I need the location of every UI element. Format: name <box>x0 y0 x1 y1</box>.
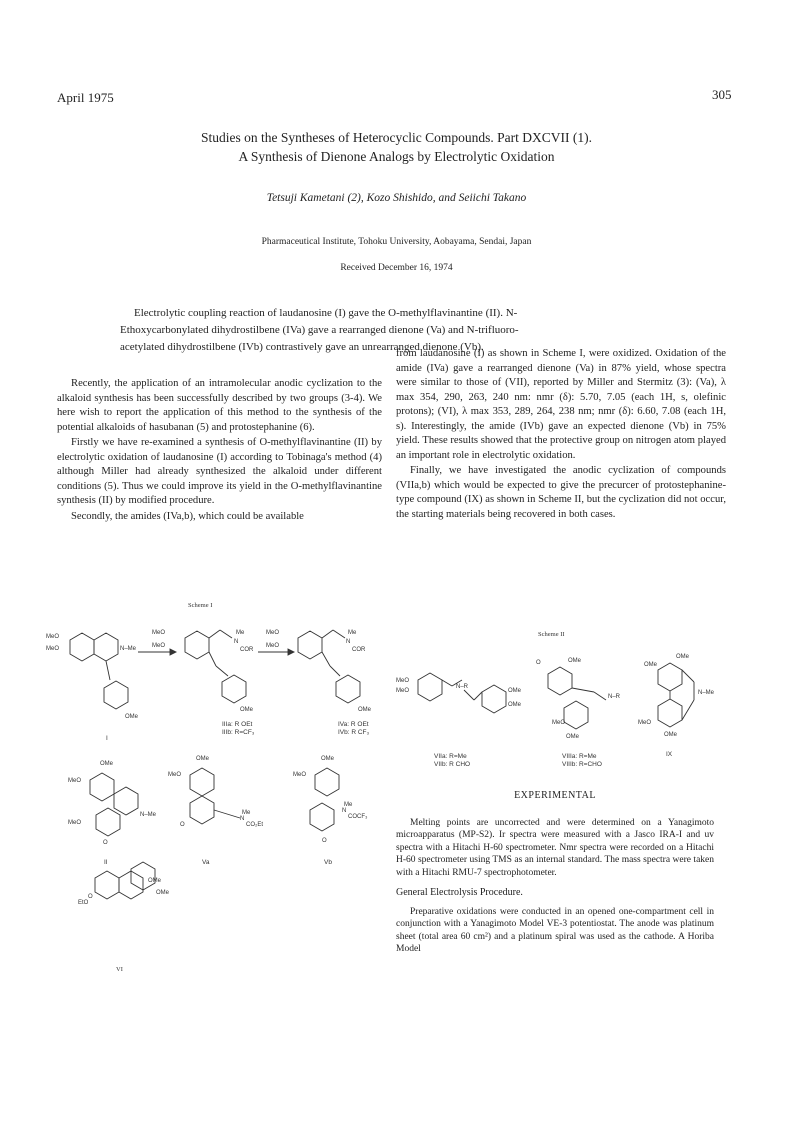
label-II: II <box>104 859 108 866</box>
paragraph-oxidation: from laudanosine (I) as shown in Scheme I, were oxidized. Oxidation of the amide (IVa) gave a rearranged dienone (Va) in 87% yield, whose spectra were similar to those of (VII), reported by Miller and Stermitz (3): (Va), λ max 354, 290, 263, 240 nm: nmr (δ): 5.70, 7.05 (each 1H, s, olefinic protons); (VI), λ max 353, 289, 264, 238 nm; nmr (δ): 6.60, 7.08 (each 1H, s). Interestingly, the amide (IVb) gave an expected dienone (Vb) in 75% yield. These results showed that the protective group on nitrogen atom played an important role in electrolytic oxidation. <box>396 348 726 461</box>
II-ome: OMe <box>100 761 114 767</box>
VII-ome-1: OMe <box>508 688 522 694</box>
label-VIIb: VIIb: R CHO <box>434 761 471 768</box>
paragraph-firstly: Firstly we have re-examined a synthesis of O-methylflavinantine (II) by electrolytic oxidation of laudanosine (I) according to Tobinaga's method (4) although Miller had already synthesized the alkaloid under different conditions (5). Thus we could improve its yield in the O-methylflavinantine synthesis (II) by modified procedure. <box>57 437 382 506</box>
Vb-cocf3: COCF₃ <box>348 814 368 820</box>
ring-Vb-b <box>310 803 334 831</box>
Va-me: Me <box>242 810 251 816</box>
ring-I-a <box>70 633 94 661</box>
label-I: I <box>106 735 108 742</box>
III-ome: OMe <box>240 707 254 713</box>
III-meo-1: MeO <box>152 630 166 636</box>
label-VIIa: VIIa: R=Me <box>434 753 467 760</box>
journal-date: April 1975 <box>57 90 114 105</box>
abstract-line-2: Ethoxycarbonylated dihydrostilbene (IVa) gave a rearranged dienone (Va) and N-trifluoro- <box>120 324 519 336</box>
I-nme: N–Me <box>120 646 137 652</box>
Vb-meo: MeO <box>293 772 307 778</box>
ring-VII-b <box>482 685 506 713</box>
label-Vb: Vb <box>324 859 332 866</box>
title-line-2: A Synthesis of Dienone Analogs by Electrolytic Oxidation <box>238 149 555 164</box>
Va-ome: OMe <box>196 756 210 762</box>
ring-Vb-a <box>315 768 339 796</box>
left-column <box>57 377 382 525</box>
VI-o: O <box>88 894 93 900</box>
experimental-heading: EXPERIMENTAL <box>514 790 596 801</box>
ring-VI-a <box>95 871 119 899</box>
label-VIIIb: VIIIb: R=CHO <box>562 761 602 768</box>
Vb-ome: OMe <box>321 756 335 762</box>
IX-nme: N–Me <box>698 690 715 696</box>
experimental-section <box>396 790 714 958</box>
III-n: N <box>234 639 239 645</box>
label-IIIa: IIIa: R OEt <box>222 721 253 728</box>
VI-eto: EtO <box>78 900 89 906</box>
paragraph-secondly: Secondly, the amides (IVa,b), which could be available <box>71 510 304 522</box>
I-ome: OMe <box>125 714 139 720</box>
label-IIIb: IIIb: R=CF₃ <box>222 729 255 736</box>
VII-meo-2: MeO <box>396 688 410 694</box>
VI-ome-1: OMe <box>148 878 162 884</box>
ring-III-b <box>222 675 246 703</box>
ring-II-a <box>90 773 114 801</box>
II-meo-1: MeO <box>68 778 82 784</box>
abstract-line-1: Electrolytic coupling reaction of laudanosine (I) gave the O-methylflavinantine (II). N- <box>134 307 518 319</box>
scheme-2-title: Scheme II <box>538 631 565 638</box>
II-o: O <box>103 840 108 846</box>
paragraph-finally: Finally, we have investigated the anodic cyclization of compounds (VIIa,b) which would be expected to give the precurcer of protostephanine-type compound (IX) as shown in Scheme II, but the cyclization did not occur, the starting materials being recovered in both cases. <box>396 465 726 520</box>
ring-Va-b <box>190 796 214 824</box>
ring-VIII-b <box>564 701 588 729</box>
page-number: 305 <box>712 87 732 102</box>
VII-meo-1: MeO <box>396 678 410 684</box>
ring-VII-a <box>418 673 442 701</box>
IV-ome: OMe <box>358 707 372 713</box>
IV-meo-2: MeO <box>266 643 280 649</box>
IX-meo: MeO <box>638 720 652 726</box>
IX-ome-3: OMe <box>664 732 678 738</box>
Vb-n: N <box>342 808 347 814</box>
II-nme: N–Me <box>140 812 157 818</box>
VII-ome-2: OMe <box>508 702 522 708</box>
IX-ome-1: OMe <box>644 662 658 668</box>
IV-meo-1: MeO <box>266 630 280 636</box>
Va-meo: MeO <box>168 772 182 778</box>
IV-cor: COR <box>352 647 366 653</box>
ring-IX-a <box>658 663 682 691</box>
affiliation: Pharmaceutical Institute, Tohoku University, Aobayama, Sendai, Japan <box>261 237 532 247</box>
IX-ome-2: OMe <box>676 654 690 660</box>
ring-VIII-a <box>548 667 572 695</box>
scheme-2-diagram <box>394 640 744 770</box>
experimental-para-2: Preparative oxidations were conducted in an opened one-compartment cell in conjunction with a Yanagimoto Model VE-3 potentiostat. The anode was platinum sheet (total area 60 cm²) and a platinum spiral was used as the cathode. A Horiba Model <box>396 906 714 954</box>
VI-ome-2: OMe <box>156 890 170 896</box>
II-meo-2: MeO <box>68 820 82 826</box>
VIII-nr: N–R <box>608 694 621 700</box>
Va-n: N <box>240 816 245 822</box>
experimental-para-1: Melting points are uncorrected and were determined on a Yanagimoto microapparatus (MP-S2). Ir spectra were measured with a Jasco IRA-I and uv spectra with a Hitachi H-60 spectrometer. Nmr spectra were recorded on a Hitachi H-60 spectrometer using TMS as an internal standard. The mass spectra were taken with a Hitachi RMU-7 spectrophotometer. <box>396 817 714 878</box>
label-VIIIa: VIIIa: R=Me <box>562 753 597 760</box>
III-meo-2: MeO <box>152 643 166 649</box>
scheme-1-title: Scheme I <box>188 602 213 609</box>
VIII-meo: MeO <box>552 720 566 726</box>
ring-II-b <box>114 787 138 815</box>
ring-IV-b <box>336 675 360 703</box>
VIII-ome-2: OMe <box>566 734 580 740</box>
authors: Tetsuji Kametani (2), Kozo Shishido, and Seiichi Takano <box>266 192 527 204</box>
IV-n: N <box>346 639 351 645</box>
ring-I-b <box>94 633 118 661</box>
label-VI: VI <box>116 966 123 973</box>
ring-Va-a <box>190 768 214 796</box>
VIII-o: O <box>536 660 541 666</box>
right-column <box>396 347 726 523</box>
ring-II-c <box>96 808 120 836</box>
ring-IX-b <box>658 699 682 727</box>
abstract-line-3: acetylated dihydrostilbene (IVb) contrastively gave an unrearranged dienone (Vb). <box>120 341 484 353</box>
III-me: Me <box>236 630 245 636</box>
ring-I-c <box>104 681 128 709</box>
VII-nr: N–R <box>456 684 469 690</box>
label-IVb: IVb: R CF₃ <box>338 729 370 736</box>
Va-o: O <box>180 822 185 828</box>
III-cor: COR <box>240 647 254 653</box>
title-line-1: Studies on the Syntheses of Heterocyclic Compounds. Part DXCVII (1). <box>200 130 593 145</box>
experimental-subheading: General Electrolysis Procedure. <box>396 887 523 898</box>
ring-III-a <box>185 631 209 659</box>
IV-me: Me <box>348 630 357 636</box>
I-meo-1: MeO <box>46 634 60 640</box>
Va-co2et: CO₂Et <box>246 822 263 828</box>
Vb-o: O <box>322 838 327 844</box>
VIII-ome: OMe <box>568 658 582 664</box>
Vb-me: Me <box>344 802 353 808</box>
paragraph-intro: Recently, the application of an intramolecular anodic cyclization to the alkaloid synthesis has been successfully described by two groups (3-4). We here wish to report the application of this method to the synthesis of the potential alkaloids of hasubanan (5) and protostephanine (6). <box>57 378 382 433</box>
I-meo-2: MeO <box>46 646 60 652</box>
label-Va: Va <box>202 859 210 866</box>
ring-IV-a <box>298 631 322 659</box>
label-IX: IX <box>666 751 673 758</box>
label-IVa: IVa: R OEt <box>338 721 369 728</box>
scheme-1-diagram <box>40 610 400 910</box>
page-title <box>0 128 793 166</box>
received-date: Received December 16, 1974 <box>340 263 453 273</box>
